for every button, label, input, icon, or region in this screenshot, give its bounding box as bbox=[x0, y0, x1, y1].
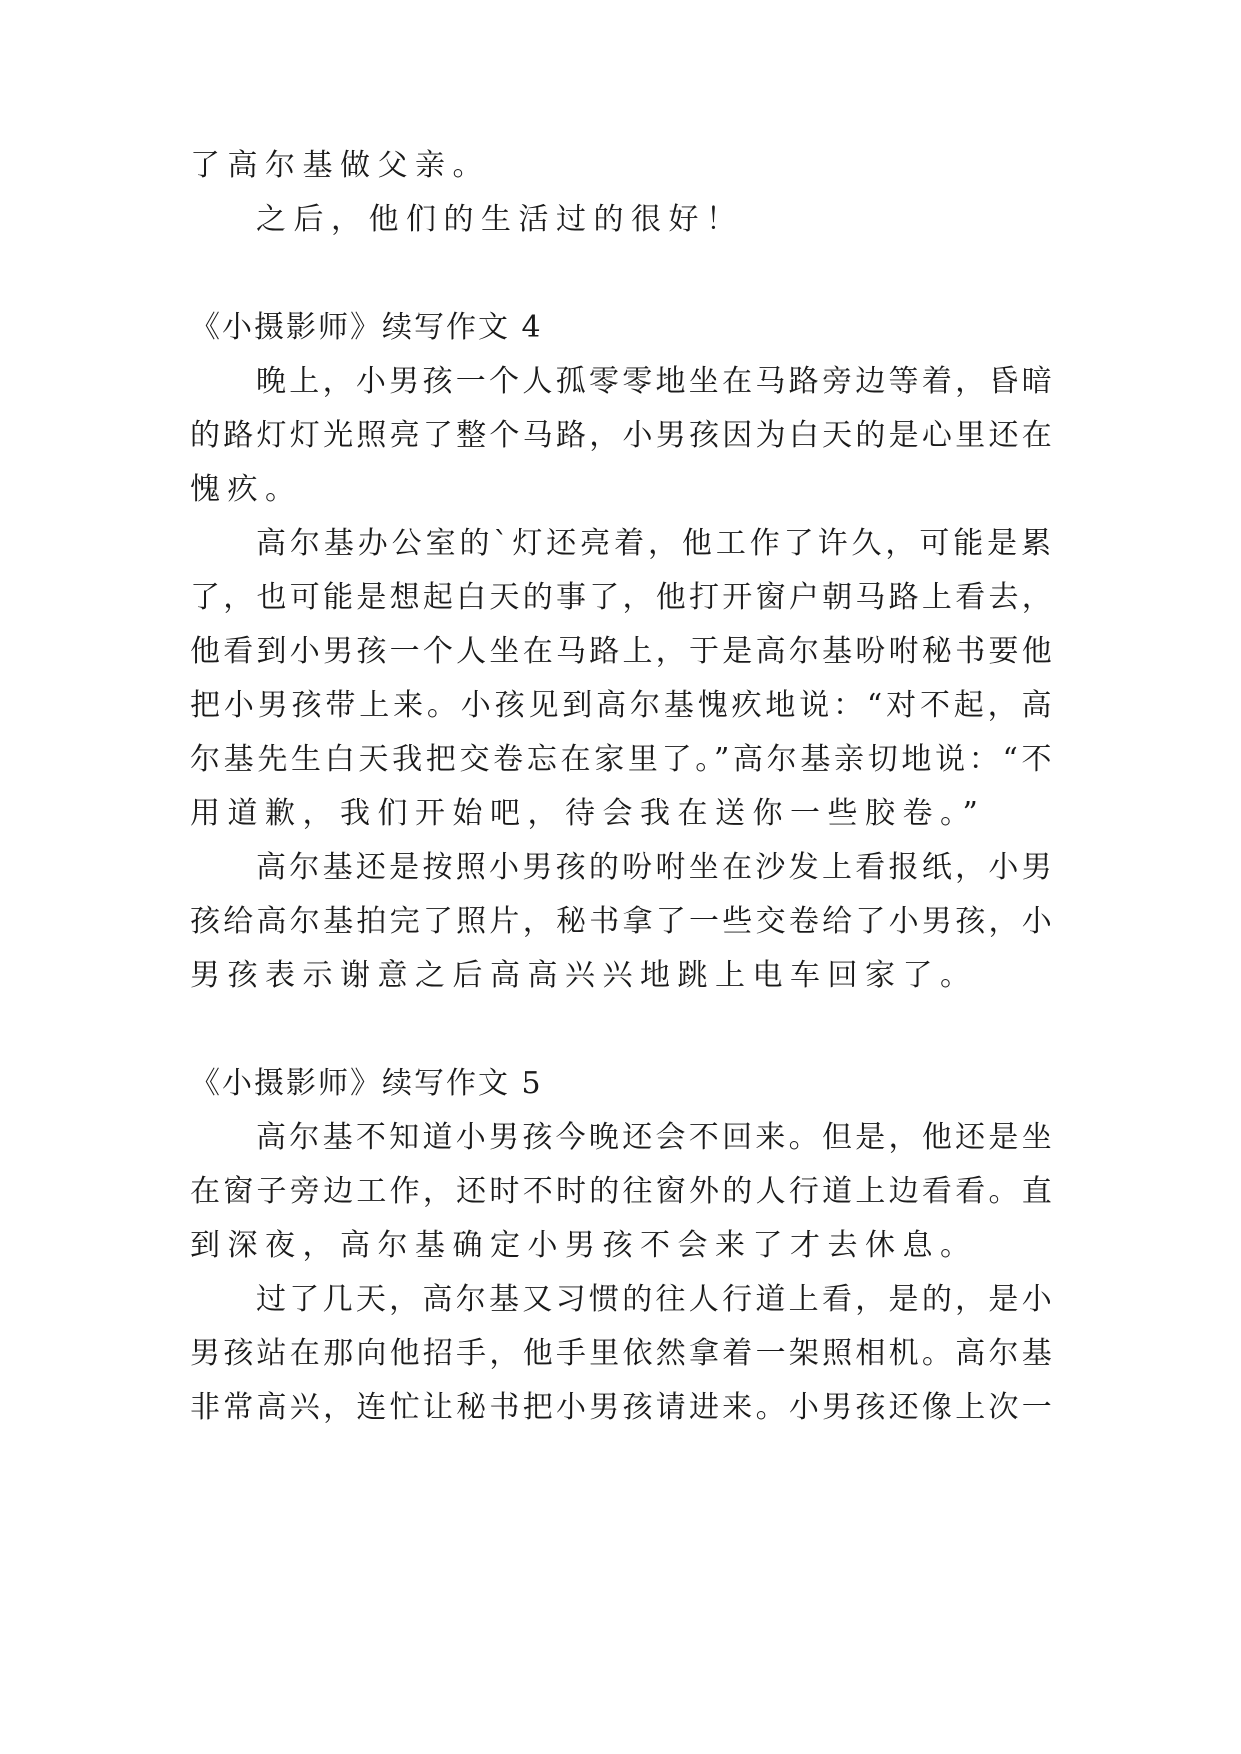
text-line: 愧疚。 bbox=[190, 472, 303, 507]
section-heading: 《小摄影师》续写作文 5 bbox=[190, 1066, 543, 1101]
text-line: 孩给高尔基拍完了照片，秘书拿了一些交卷给了小男孩，小 bbox=[190, 904, 1055, 939]
text-line: 过了几天，高尔基又习惯的往人行道上看，是的，是小 bbox=[256, 1282, 1055, 1317]
text-line: 高尔基办公室的`灯还亮着，他工作了许久，可能是累 bbox=[256, 526, 1055, 561]
text-line: 了高尔基做父亲。 bbox=[190, 148, 490, 183]
text-line: 高尔基不知道小男孩今晚还会不回来。但是，他还是坐 bbox=[256, 1120, 1055, 1155]
text-line: 了，也可能是想起白天的事了，他打开窗户朝马路上看去， bbox=[190, 580, 1055, 615]
text-line: 高尔基还是按照小男孩的吩咐坐在沙发上看报纸，小男 bbox=[256, 850, 1055, 885]
text-line: 晚上，小男孩一个人孤零零地坐在马路旁边等着，昏暗 bbox=[256, 364, 1055, 399]
text-line: 男孩站在那向他招手，他手里依然拿着一架照相机。高尔基 bbox=[190, 1336, 1055, 1371]
text-line: 到深夜，高尔基确定小男孩不会来了才去休息。 bbox=[190, 1228, 978, 1263]
text-line: 之后，他们的生活过的很好！ bbox=[256, 202, 744, 237]
text-line: 男孩表示谢意之后高高兴兴地跳上电车回家了。 bbox=[190, 958, 978, 993]
text-line: 用道歉，我们开始吧，待会我在送你一些胶卷。” bbox=[190, 796, 986, 831]
section-heading: 《小摄影师》续写作文 4 bbox=[190, 310, 543, 345]
text-line: 他看到小男孩一个人坐在马路上，于是高尔基吩咐秘书要他 bbox=[190, 634, 1055, 669]
text-line: 非常高兴，连忙让秘书把小男孩请进来。小男孩还像上次一 bbox=[190, 1390, 1055, 1425]
text-line: 把小男孩带上来。小孩见到高尔基愧疚地说：“对不起，高 bbox=[190, 688, 1056, 723]
text-line: 的路灯灯光照亮了整个马路，小男孩因为白天的是心里还在 bbox=[190, 418, 1055, 453]
text-line: 尔基先生白天我把交卷忘在家里了。”高尔基亲切地说：“不 bbox=[190, 742, 1056, 777]
text-line: 在窗子旁边工作，还时不时的往窗外的人行道上边看看。直 bbox=[190, 1174, 1055, 1209]
